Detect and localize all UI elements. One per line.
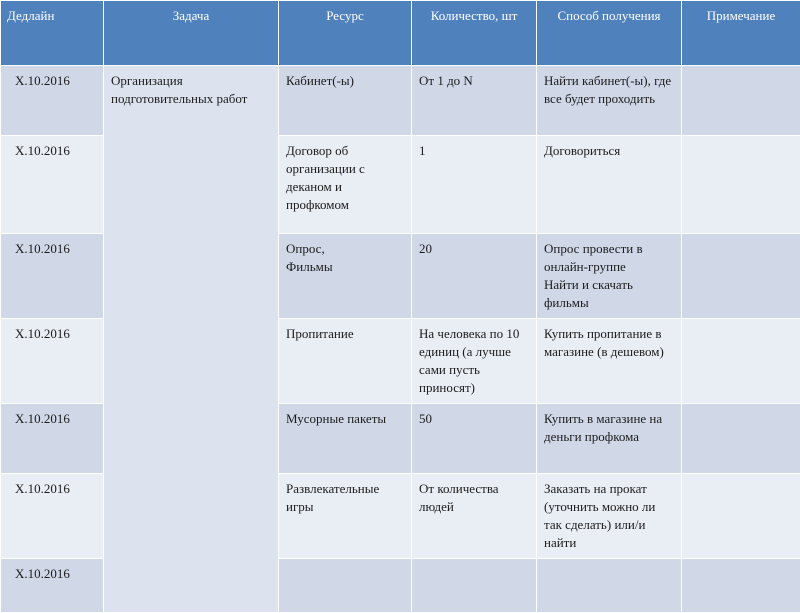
header-note: Примечание [682,1,800,66]
cell-note [682,136,800,234]
cell-method: Заказать на прокат (уточнить можно ли так сделать) или/и найти [537,474,682,559]
cell-quantity: От 1 до N [412,66,537,136]
header-deadline: Дедлайн [1,1,104,66]
cell-task: Организация подготовительных работ [104,66,279,613]
header-method: Способ получения [537,1,682,66]
cell-deadline: X.10.2016 [1,404,104,474]
cell-deadline: X.10.2016 [1,136,104,234]
cell-method: Найти кабинет(-ы), где все будет проходить [537,66,682,136]
cell-resource: Опрос, Фильмы [279,234,412,319]
cell-quantity: 1 [412,136,537,234]
cell-note [682,66,800,136]
cell-resource [279,559,412,613]
cell-note [682,474,800,559]
cell-resource: Кабинет(-ы) [279,66,412,136]
header-resource: Ресурс [279,1,412,66]
cell-deadline: X.10.2016 [1,319,104,404]
cell-note [682,319,800,404]
cell-method: Договориться [537,136,682,234]
cell-quantity: 50 [412,404,537,474]
header-task: Задача [104,1,279,66]
cell-deadline: X.10.2016 [1,559,104,613]
cell-quantity: 20 [412,234,537,319]
cell-method: Купить пропитание в магазине (в дешевом) [537,319,682,404]
cell-quantity [412,559,537,613]
cell-method [537,559,682,613]
cell-method: Опрос провести в онлайн-группе Найти и скачать фильмы [537,234,682,319]
header-quantity: Количество, шт [412,1,537,66]
cell-quantity: От количества людей [412,474,537,559]
header-row [1,1,800,66]
table-row [1,66,800,136]
cell-resource: Развлекательные игры [279,474,412,559]
cell-note [682,559,800,613]
cell-deadline: X.10.2016 [1,234,104,319]
cell-quantity: На человека по 10 единиц (а лучше сами пусть приносят) [412,319,537,404]
cell-method: Купить в магазине на деньги профкома [537,404,682,474]
cell-resource: Мусорные пакеты [279,404,412,474]
cell-deadline: X.10.2016 [1,66,104,136]
cell-resource: Договор об организации с деканом и профкомом [279,136,412,234]
cell-note [682,234,800,319]
cell-resource: Пропитание [279,319,412,404]
cell-deadline: X.10.2016 [1,474,104,559]
cell-note [682,404,800,474]
